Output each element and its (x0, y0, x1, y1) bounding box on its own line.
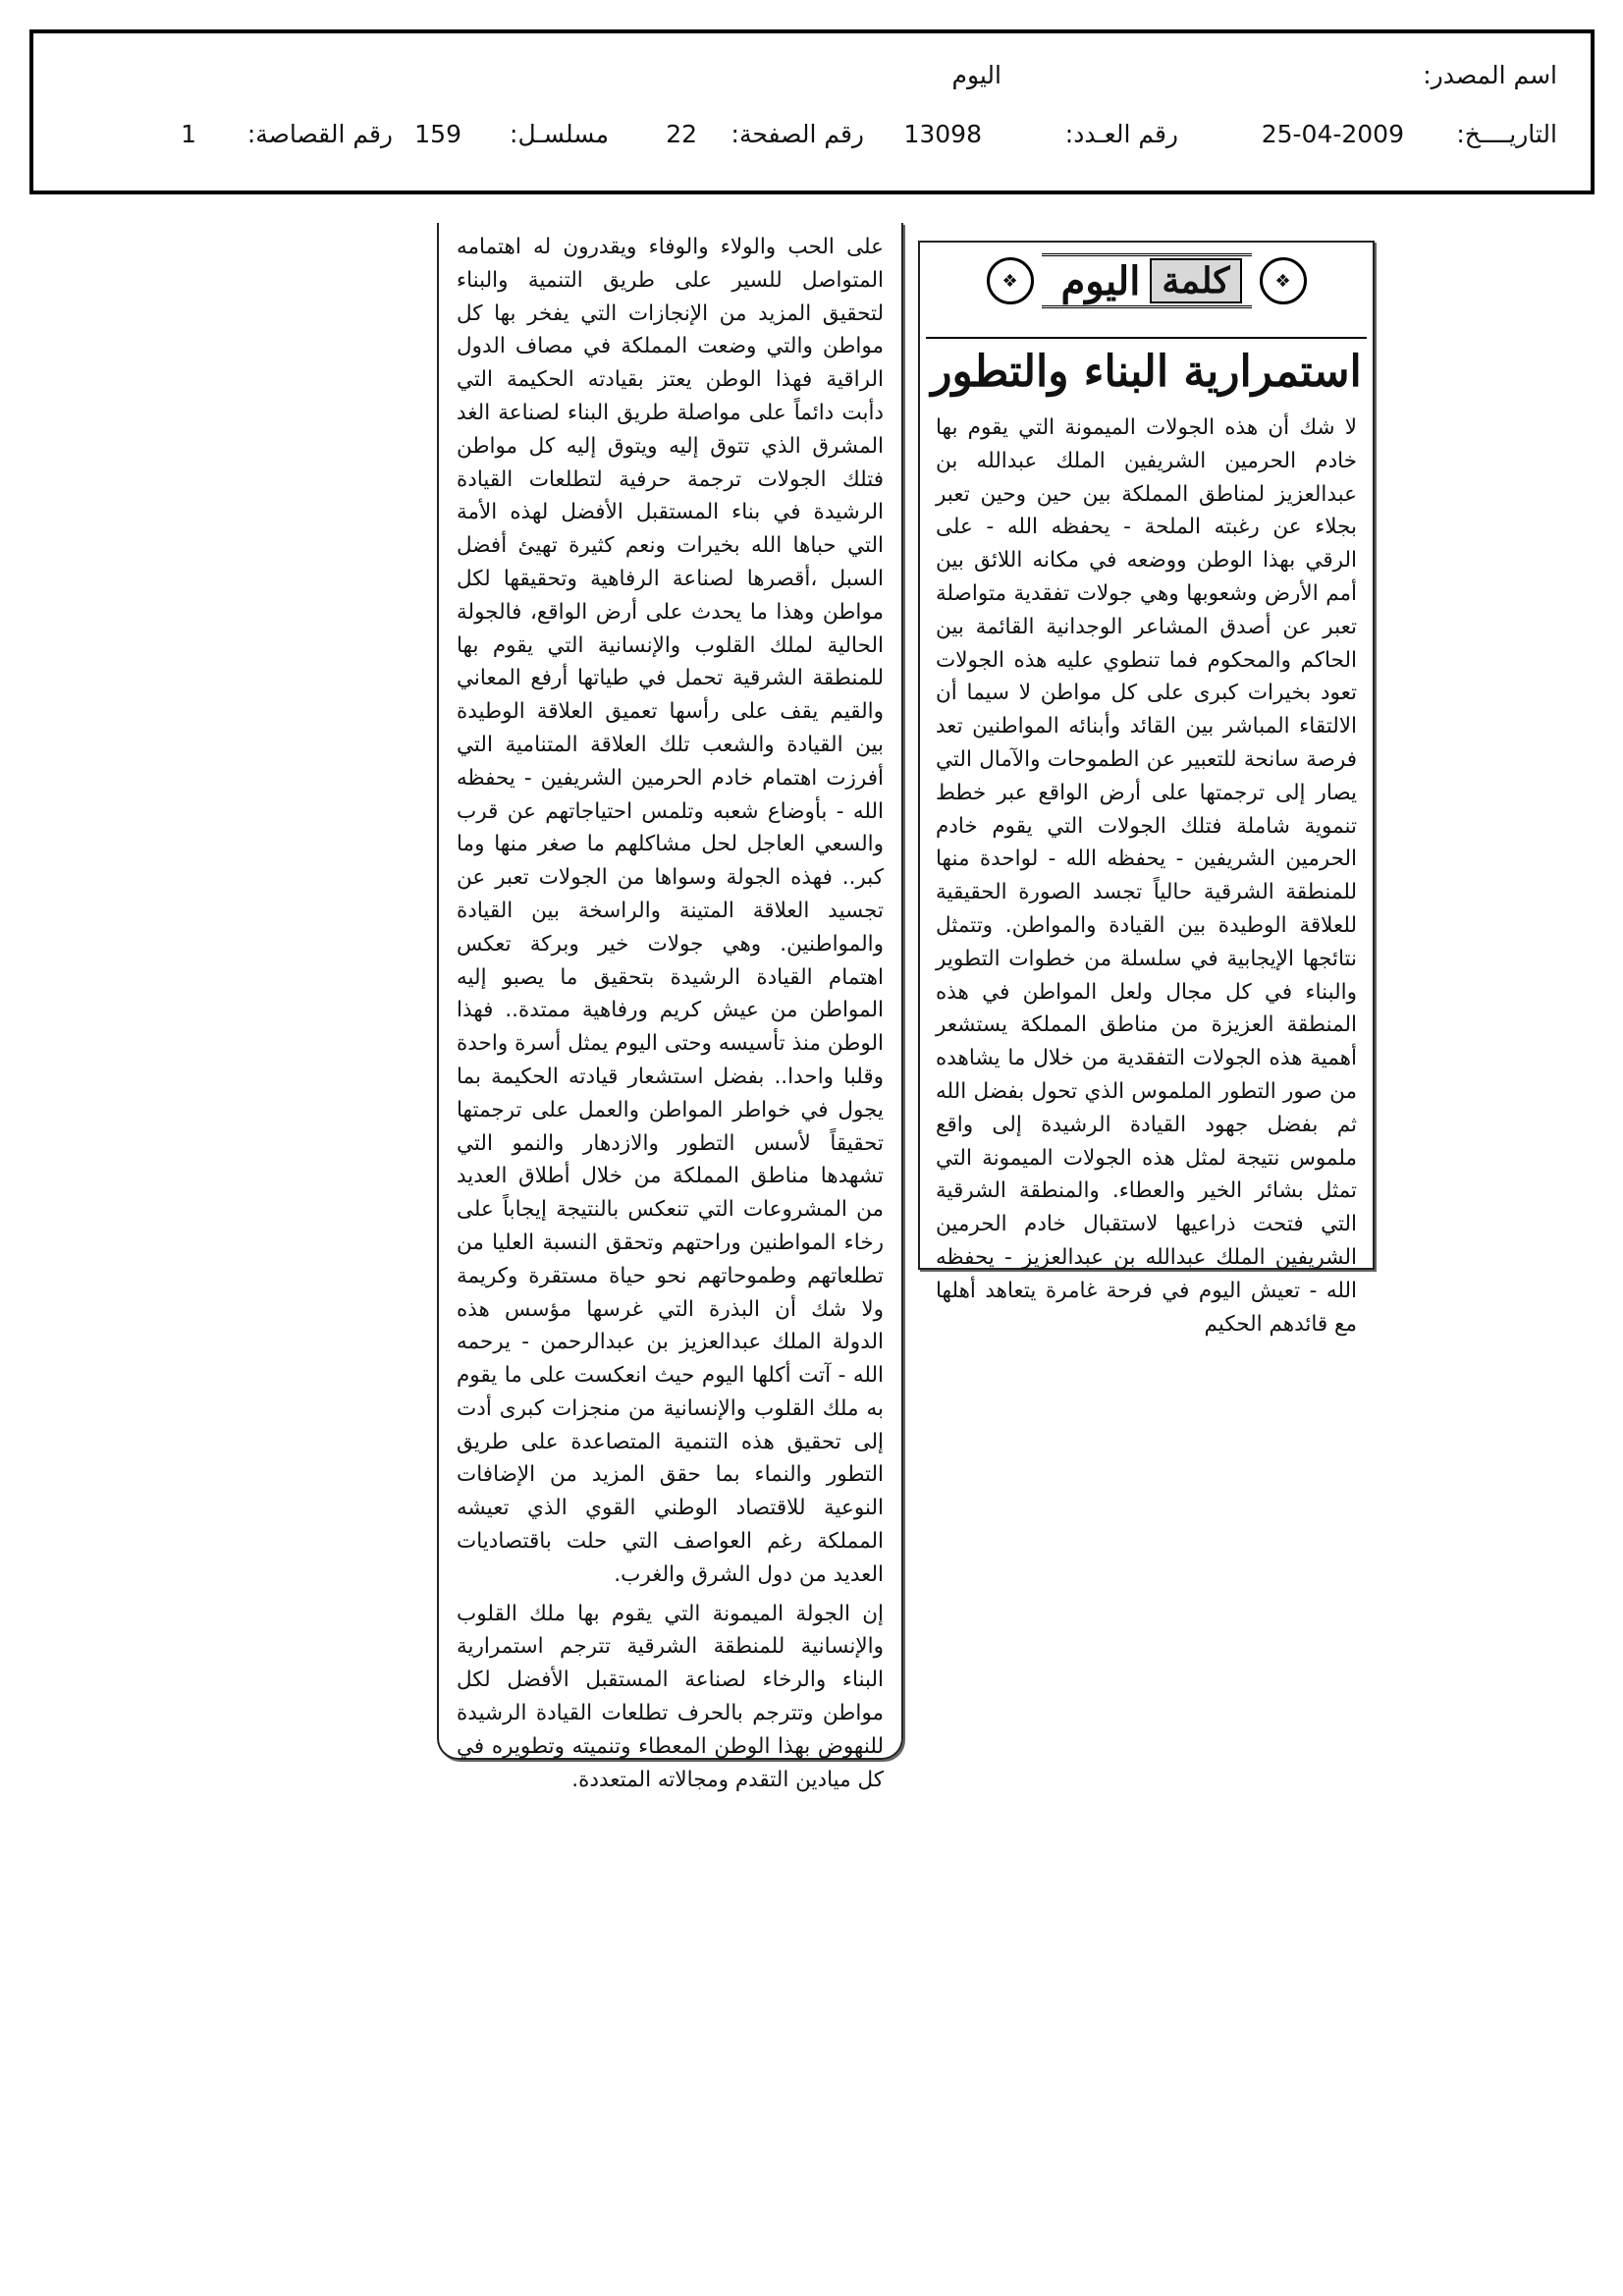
source-value: اليوم (951, 61, 1001, 89)
column-masthead (920, 250, 1373, 311)
serial-label: مسلسـل: (510, 120, 609, 148)
metadata-row-source (33, 61, 1591, 100)
page-label: رقم الصفحة: (730, 120, 864, 148)
masthead-word-alyoum: اليوم (1060, 257, 1141, 304)
serial-value: 159 (414, 120, 461, 148)
ornament-icon: ❖ (1260, 257, 1307, 304)
page-value: 22 (666, 120, 697, 148)
article-headline: استمرارية البناء والتطور (926, 337, 1367, 406)
article-paragraph: لا شك أن هذه الجولات الميمونة التي يقوم بها خادم الحرمين الشريفين الملك عبدالله بن عبدالعزيز لمناطق المملكة بين حين وحين تعبر بجلاء عن رغبته الملحة - يحفظه الله - على الرقي بهذا الوطن ووضعه في مكانه اللائق بين أمم الأرض وشعوبها وهي جولات تفقدية متواصلة تعبر عن أصدق المشاعر الوجدانية القائمة بين الحاكم والمحكوم فما تنطوي عليه هذه الجولات تعود بخيرات كبرى على كل مواطن لا سيما أن الالتقاء المباشر بين القائد وأبنائه المواطنين تعد فرصة سانحة للتعبير عن الطموحات والآمال التي يصار إلى ترجمتها على أرض الواقع عبر خطط تنموية شاملة فتلك الجولات التي يقوم خادم الحرمين الشريفين - يحفظه الله - لواحدة منها للمنطقة الشرقية حالياً تجسد الصورة الحقيقية للعلاقة الوطيدة بين القيادة والمواطن. وتتمثل نتائجها الإيجابية في سلسلة من خطوات التطوير والبناء في كل مجال ولعل المواطن في هذه المنطقة العزيزة من مناطق المملكة يستشعر أهمية هذه الجولات التفقدية من خلال ما يشاهده من صور التطور الملموس الذي تحول بفضل الله ثم بفضل جهود القيادة الرشيدة إلى واقع ملموس نتيجة لمثل هذه الجولات الميمونة التي تمثل بشائر الخير والعطاء. والمنطقة الشرقية التي فتحت ذراعيها لاستقبال خادم الحرمين الشريفين الملك عبدالله بن عبدالعزيز - يحفظه الله - تعيش اليوم في فرحة غامرة يتعاهد أهلها مع قائدهم الحكيم (936, 415, 1357, 1337)
issue-value: 13098 (903, 120, 982, 148)
source-metadata-box (29, 29, 1595, 194)
metadata-row-details (33, 120, 1591, 159)
article-body-right-column (936, 411, 1357, 1340)
article-clipping-right (918, 241, 1375, 1337)
article-body-left-column (457, 231, 884, 1796)
masthead-word-kalima: كلمة (1150, 258, 1241, 303)
article-paragraph: على الحب والولاء والوفاء ويقدرون له اهتمامه المتواصل للسير على طريق التنمية والبناء لتحقيق المزيد من الإنجازات التي يفخر بها كل مواطن والتي وضعت المملكة في مصاف الدول الراقية فهذا الوطن يعتز بقيادته الحكيمة التي دأبت دائماً على مواصلة طريق البناء لصناعة الغد المشرق الذي تتوق إليه ويتوق إليه كل مواطن فتلك الجولات ترجمة حرفية لتطلعات القيادة الرشيدة في بناء المستقبل الأفضل لهذه الأمة التي حباها الله بخيرات ونعم كثيرة تهيئ أفضل السبل ،أقصرها لصناعة الرفاهية وتحقيقها لكل مواطن وهذا ما يحدث على أرض الواقع، فالجولة الحالية لملك القلوب والإنسانية التي يقوم بها للمنطقة الشرقية تحمل في طياتها أرفع المعاني والقيم يقف على رأسها تعميق العلاقة الوطيدة بين القيادة والشعب تلك العلاقة المتنامية التي أفرزت اهتمام خادم الحرمين الشريفين - يحفظه الله - بأوضاع شعبه وتلمس احتياجاتهم عن قرب والسعي العاجل لحل مشاكلهم ما صغر منها وما كبر.. فهذه الجولة وسواها من الجولات تعبر عن تجسيد العلاقة المتينة والراسخة بين القيادة والمواطنين. وهي جولات خير وبركة تعكس اهتمام القيادة الرشيدة بتحقيق ما يصبو إليه المواطن من عيش كريم ورفاهية ممتدة.. فهذا الوطن منذ تأسيسه وحتى اليوم يمثل أسرة واحدة وقلبا واحدا.. بفضل استشعار قيادته الحكيمة بما يجول في خواطر المواطن والعمل على ترجمتها تحقيقاً لأسس التطور والازدهار والنمو التي تشهدها مناطق المملكة من خلال أطلاق العديد من المشروعات التي تنعكس بالنتيجة إيجاباً على رخاء المواطنين وراحتهم وتحقق النسبة العليا من تطلعاتهم وطموحاتهم نحو حياة مستقرة وكريمة ولا شك أن البذرة التي غرسها مؤسس هذه الدولة الملك عبدالعزيز بن عبدالرحمن - يرحمه الله - آتت أكلها اليوم حيث انعكست على ما يقوم به ملك القلوب والإنسانية من منجزات كبرى أدت إلى تحقيق هذه التنمية المتصاعدة على طريق التطور والنماء بما حقق المزيد من الإضافات النوعية للاقتصاد الوطني القوي الذي تعيشه المملكة رغم العواصف التي حلت باقتصاديات العديد من دول الشرق والغرب. (457, 235, 884, 1587)
article-clipping-left (437, 223, 903, 1792)
clip-value: 1 (181, 120, 196, 148)
masthead-band (1042, 253, 1252, 308)
clip-label: رقم القصاصة: (246, 120, 393, 148)
ornament-icon: ❖ (987, 257, 1034, 304)
issue-label: رقم العـدد: (1064, 120, 1178, 148)
date-value: 25-04-2009 (1261, 120, 1404, 148)
date-label: التاريــــخ: (1456, 120, 1557, 148)
source-label: اسم المصدر: (1423, 61, 1557, 89)
article-paragraph-closing: إن الجولة الميمونة التي يقوم بها ملك القلوب والإنسانية للمنطقة الشرقية تترجم استمرارية البناء والرخاء لصناعة المستقبل الأفضل لكل مواطن وتترجم بالحرف تطلعات القيادة الرشيدة للنهوض بهذا الوطن المعطاء وتنميته وتطويره في كل ميادين التقدم ومجالاته المتعددة. (457, 1601, 884, 1792)
